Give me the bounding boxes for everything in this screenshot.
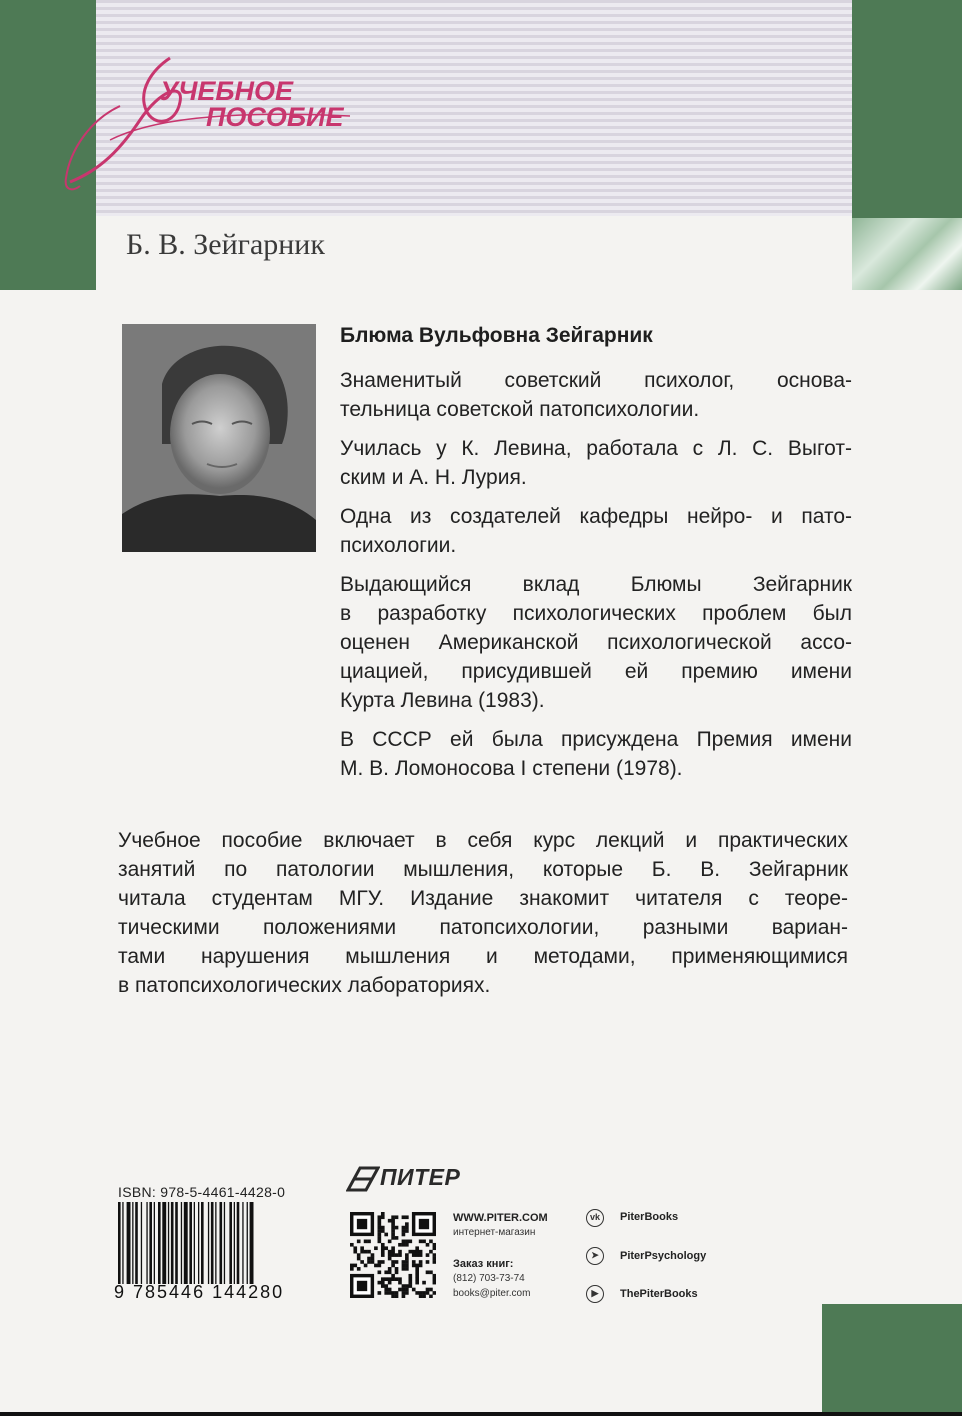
bio-line: Знаменитый советский психолог, основа-	[340, 369, 852, 392]
publisher-site-sub: интернет-магазин	[453, 1227, 536, 1238]
telegram-icon[interactable]: ➤	[586, 1247, 604, 1265]
series-line-2: ПОСОБИЕ	[206, 102, 344, 132]
series-logo	[60, 50, 360, 210]
isbn-label: ISBN: 978-5-4461-4428-0	[118, 1184, 286, 1200]
bio-text	[340, 366, 852, 793]
order-email[interactable]: books@piter.com	[453, 1288, 531, 1299]
bio-paragraph	[340, 502, 852, 560]
bio-line: Одна из создателей кафедры нейро- и пато-	[340, 505, 852, 528]
series-line-1: УЧЕБНОЕ	[160, 76, 294, 106]
description-line: Учебное пособие включает в себя курс лекций и практических	[118, 829, 848, 852]
social-label-telegram[interactable]: PiterPsychology	[620, 1250, 707, 1262]
bio-paragraph	[340, 570, 852, 715]
qr-code-icon[interactable]	[350, 1212, 436, 1298]
green-panel-bottom-right	[822, 1304, 962, 1416]
leaf-image	[852, 218, 962, 290]
bio-line: ским и А. Н. Лурия.	[340, 466, 527, 489]
bio-line: Курта Левина (1983).	[340, 689, 545, 712]
bottom-edge	[0, 1412, 962, 1416]
social-label-youtube[interactable]: ThePiterBooks	[620, 1288, 698, 1300]
publisher-logo-text: ПИТЕР	[380, 1164, 461, 1190]
bio-line: Училась у К. Левина, работала с Л. С. Выгот-	[340, 437, 852, 460]
vk-icon[interactable]: vk	[586, 1209, 604, 1227]
barcode-icon	[116, 1202, 308, 1286]
bio-line: оценен Американской психологической ассо-	[340, 631, 852, 654]
author-short-name: Б. В. Зейгарник	[126, 228, 325, 261]
description-line: занятий по патологии мышления, которые Б. В. Зейгарник	[118, 858, 848, 881]
order-label: Заказ книг:	[453, 1258, 514, 1270]
bio-full-name: Блюма Вульфовна Зейгарник	[340, 324, 653, 347]
bio-line: в разработку психологических проблем был	[340, 602, 852, 625]
author-photo	[122, 324, 316, 552]
description-line: тами нарушения мышления и методами, применяющимися	[118, 945, 848, 968]
social-label-vk[interactable]: PiterBooks	[620, 1211, 679, 1223]
bio-line: психологии.	[340, 534, 457, 557]
bio-line: тельница советской патопсихологии.	[340, 398, 700, 421]
bio-paragraph	[340, 366, 852, 424]
bio-paragraph	[340, 725, 852, 783]
description-line: тическими положениями патопсихологии, разными вариан-	[118, 916, 848, 939]
bio-line: М. В. Ломоносова I степени (1978).	[340, 757, 683, 780]
book-description	[118, 826, 848, 1000]
description-line: читала студентам МГУ. Издание знакомит читателя с теоре-	[118, 887, 848, 910]
bio-line: циацией, присудившей ей премию имени	[340, 660, 852, 683]
piter-logo-icon	[346, 1166, 380, 1192]
description-line: в патопсихологических лабораториях.	[118, 974, 491, 997]
publisher-site[interactable]: WWW.PITER.COM	[453, 1212, 548, 1224]
youtube-icon[interactable]: ▶	[586, 1285, 604, 1303]
bio-line: Выдающийся вклад Блюмы Зейгарник	[340, 573, 852, 596]
bio-paragraph	[340, 434, 852, 492]
barcode-digits: 9 785446 144280	[114, 1282, 285, 1302]
bio-line: В СССР ей была присуждена Премия имени	[340, 728, 852, 751]
order-phone: (812) 703-73-74	[453, 1273, 525, 1284]
